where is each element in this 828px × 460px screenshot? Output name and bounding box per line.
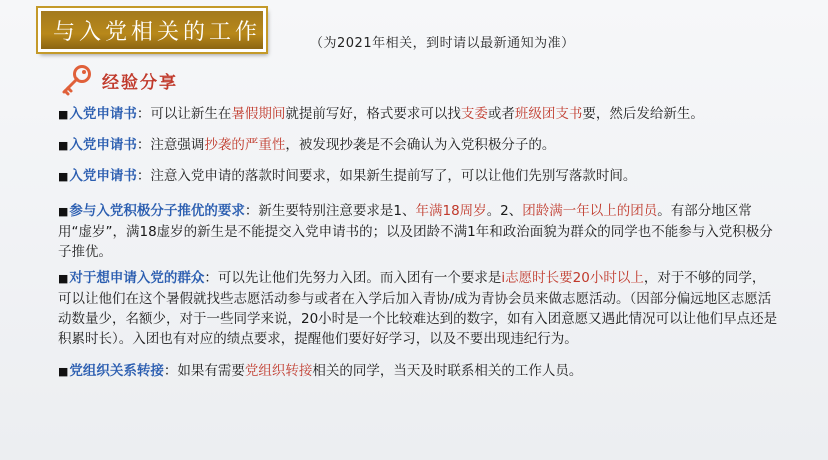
bullet: ■: [58, 205, 69, 218]
highlight-text: 年满18周岁: [415, 203, 487, 219]
item-text: ：注意入党申请的落款时间要求，如果新生提前写了，可以让他们先别写落款时间。: [136, 168, 637, 184]
bullet: ■: [58, 139, 69, 152]
item-heading: 入党申请书: [69, 168, 137, 184]
item-heading: 对于想申请入党的群众: [69, 270, 205, 286]
highlight-text: 团龄满一年以上的团员: [522, 203, 658, 219]
list-item: [58, 135, 778, 156]
tips-list: [58, 104, 778, 382]
item-text: ，被发现抄袭是不会确认为入党积极分子的。: [285, 137, 556, 153]
item-text: ：注意强调: [136, 137, 205, 153]
item-text: ：可以先让他们先努力入团。而入团有一个要求是: [204, 270, 502, 286]
item-text: 要，然后发给新生。: [582, 106, 704, 122]
item-heading: 入党申请书: [69, 106, 137, 122]
experience-heading: [60, 64, 178, 96]
highlight-text: 抄袭的严重性: [204, 137, 286, 153]
highlight-text: 班级团支书: [514, 106, 583, 122]
item-text: ：如果有需要: [163, 363, 245, 379]
item-text: ，对于不够的同学，可以让他们在这个暑假就找些志愿活动参与或者在入学后加入青协/成为青协会员来做志愿活动。（因部分偏远地区志愿活动数量少，名额少，对于一些同学来说，20小时是一个比较难达到的数字，如有入团意愿又遇此情况可以让他们早点还是积累时长）。入团也有对应的绩点要求，提醒他们要好好学习，以及不要出现违纪行为。: [58, 270, 778, 347]
section-title-tab: 与入党相关的工作: [38, 8, 266, 52]
list-item: [58, 166, 778, 187]
highlight-text: 暑假期间: [231, 106, 286, 122]
item-text: 就提前写好，格式要求可以找: [285, 106, 461, 122]
bullet: ■: [58, 108, 69, 121]
item-heading: 入党申请书: [69, 137, 137, 153]
bullet: ■: [58, 170, 69, 183]
list-item: [58, 104, 778, 125]
list-item: [58, 361, 778, 382]
item-text: 相关的同学，当天及时联系相关的工作人员。: [312, 363, 583, 379]
item-heading: 党组织关系转接: [69, 363, 164, 379]
bullet: ■: [58, 365, 69, 378]
key-icon: [60, 64, 94, 96]
item-text: 。2、: [486, 203, 523, 219]
list-item: [58, 268, 778, 349]
item-text: 。有部分地区常用“虚岁”，满18虚岁的新生是不能提交入党申请书的；以及团龄不满1年和政治面貌为群众的同学也不能参与入党积极分子推优。: [58, 203, 773, 260]
bullet: ■: [58, 272, 69, 285]
item-text: 或者: [487, 106, 515, 122]
item-text: ：可以让新生在: [136, 106, 232, 122]
highlight-text: 支委: [460, 106, 488, 122]
list-item: [58, 201, 778, 262]
highlight-text: i志愿时长要20小时以上: [501, 270, 644, 286]
item-heading: 参与入党积极分子推优的要求: [69, 203, 245, 219]
date-note: （为2021年相关，到时请以最新通知为准）: [310, 36, 575, 51]
highlight-text: 党组织转接: [244, 363, 313, 379]
item-text: ：新生要特别注意要求是1、: [244, 203, 416, 219]
experience-title: 经验分享: [102, 72, 178, 93]
